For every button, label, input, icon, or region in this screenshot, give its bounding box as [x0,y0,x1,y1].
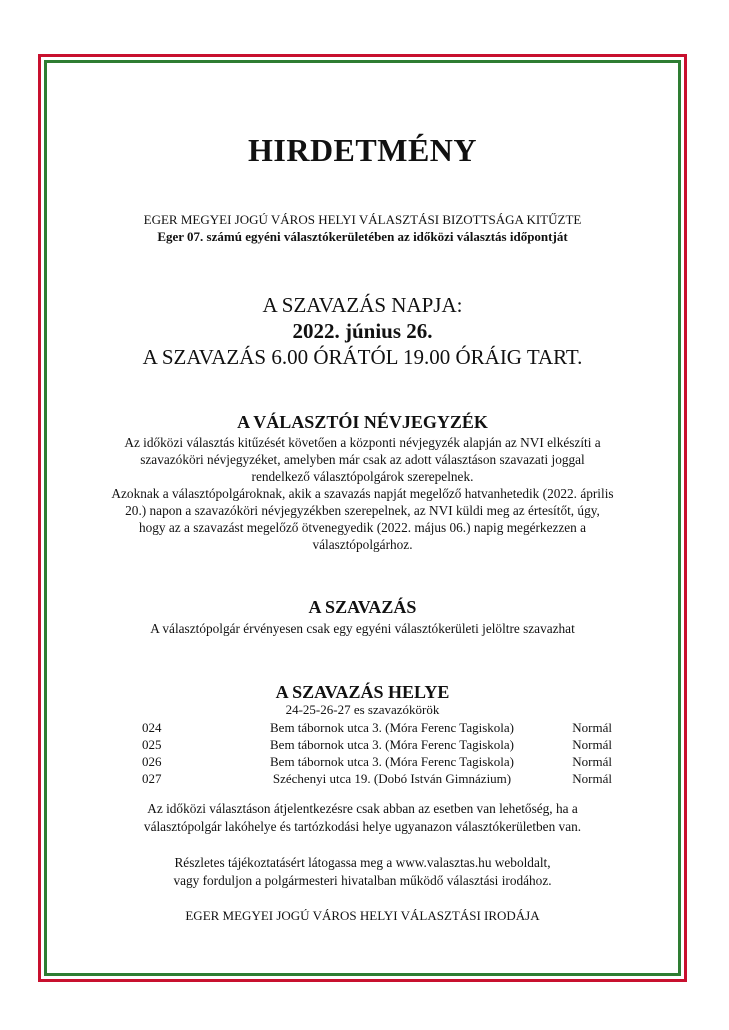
table-row [142,720,612,737]
register-line: hogy az a szavazást megelőző ötvenegyedik (2022. május 06.) napig megérkezzen a [138,520,587,535]
register-heading: A VÁLASZTÓI NÉVJEGYZÉK [237,412,488,432]
register-line: Az időközi választás kitűzését követően a központi névjegyzék alapján az NVI elkészíti a [124,435,601,450]
register-line: szavazóköri névjegyzéket, amelyben már csak az adott választáson szavazati joggal [140,452,585,467]
station-code: 024 [142,720,162,735]
register-line: rendelkező választópolgárok szerepelnek. [251,469,474,484]
place-heading: A SZAVAZÁS HELYE [275,682,450,702]
station-type: Normál [572,737,612,752]
station-code: 026 [142,754,162,769]
footer-office: EGER MEGYEI JOGÚ VÁROS HELYI VÁLASZTÁSI IRODÁJA [185,908,540,923]
info-line: Részletes tájékoztatásért látogassa meg a www.valasztas.hu weboldalt, [174,855,551,870]
transfer-line: választópolgár lakóhelye és tartózkodási helye ugyanazon választókerületben van. [143,819,582,834]
station-type: Normál [572,771,612,786]
election-hours: A SZAVAZÁS 6.00 ÓRÁTÓL 19.00 ÓRÁIG TART. [142,345,583,369]
transfer-line: Az időközi választáson átjelentkezésre csak abban az esetben van lehetőség, ha a [147,801,578,816]
voting-heading: A SZAVAZÁS [308,597,417,617]
station-address: Bem tábornok utca 3. (Móra Ferenc Tagiskola) [270,754,514,769]
table-row [142,737,612,754]
station-code: 027 [142,771,162,786]
station-address: Bem tábornok utca 3. (Móra Ferenc Tagiskola) [270,737,514,752]
place-subheading: 24-25-26-27 es szavazókörök [285,702,440,717]
election-date: 2022. június 26. [292,319,433,343]
table-row [142,771,612,788]
station-address: Széchenyi utca 19. (Dobó István Gimnázium) [272,771,512,786]
election-day-label: A SZAVAZÁS NAPJA: [262,293,463,317]
register-line: Azoknak a választópolgároknak, akik a szavazás napját megelőző hatvanhetedik (2022. április [111,486,614,501]
register-line: 20.) napon a szavazóköri névjegyzékben szerepelnek, az NVI küldi meg az értesítőt, úgy, [125,503,600,518]
info-line: vagy forduljon a polgármesteri hivatalban működő választási irodához. [173,873,552,888]
intro-line-1: EGER MEGYEI JOGÚ VÁROS HELYI VÁLASZTÁSI BIZOTTSÁGA KITŰZTE [143,212,582,227]
page-title: HIRDETMÉNY [247,132,477,168]
station-address: Bem tábornok utca 3. (Móra Ferenc Tagiskola) [270,720,514,735]
polling-stations-table [142,720,612,788]
station-code: 025 [142,737,162,752]
register-line: választópolgárhoz. [312,537,413,552]
intro-line-2: Eger 07. számú egyéni választókerületében az időközi választás időpontját [157,229,568,244]
station-type: Normál [572,720,612,735]
station-type: Normál [572,754,612,769]
voting-text: A választópolgár érvényesen csak egy egyéni választókerületi jelöltre szavazhat [150,621,575,636]
table-row [142,754,612,771]
